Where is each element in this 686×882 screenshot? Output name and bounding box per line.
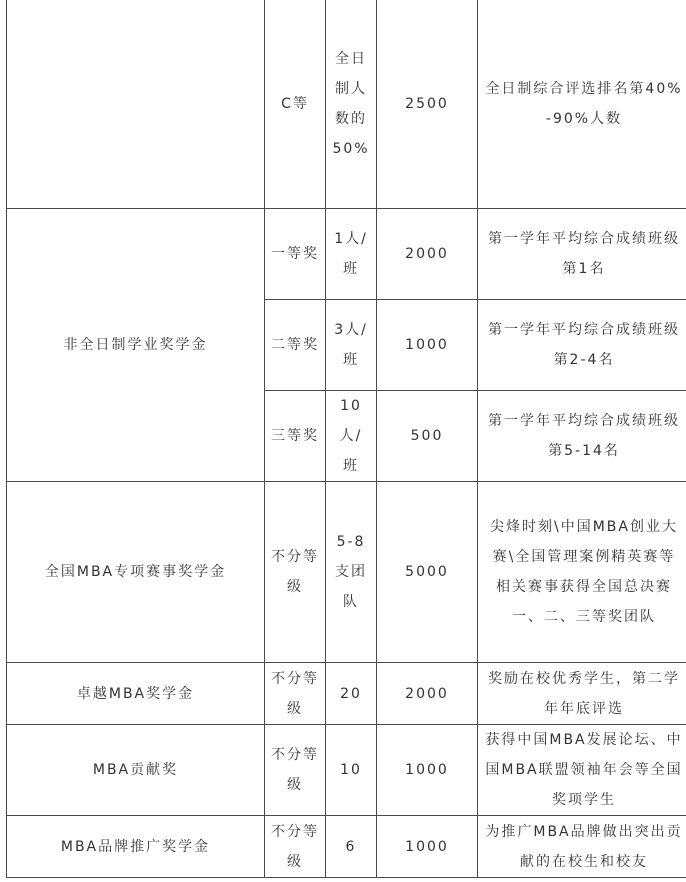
- amount-cell: 500: [377, 391, 478, 482]
- quota-cell: 5-8支团队: [326, 482, 377, 663]
- award-level-cell: 一等奖: [265, 209, 326, 300]
- criteria-cell: 第一学年平均综合成绩班级第5-14名: [478, 391, 686, 482]
- criteria-cell: 第一学年平均综合成绩班级第1名: [478, 209, 686, 300]
- amount-cell: 2000: [377, 209, 478, 300]
- amount-cell: 1000: [377, 816, 478, 878]
- criteria-cell: 为推广MBA品牌做出突出贡献的在校生和校友: [478, 816, 686, 878]
- table-row: [7, 0, 686, 209]
- table-row: [7, 209, 686, 300]
- table-row: [7, 816, 686, 878]
- amount-cell: 5000: [377, 482, 478, 663]
- quota-cell: 6: [326, 816, 377, 878]
- quota-cell: 1人/班: [326, 209, 377, 300]
- quota-cell: 10: [326, 725, 377, 816]
- table-row: [7, 482, 686, 663]
- award-level-cell: 不分等级: [265, 816, 326, 878]
- scholarship-name-cell: 卓越MBA奖学金: [7, 663, 265, 725]
- amount-cell: 1000: [377, 725, 478, 816]
- quota-cell: 全日制人数的50%: [326, 0, 377, 209]
- table-row: [7, 663, 686, 725]
- award-level-cell: 二等奖: [265, 300, 326, 391]
- amount-cell: 2000: [377, 663, 478, 725]
- award-level-cell: 不分等级: [265, 663, 326, 725]
- scholarship-name-cell: MBA品牌推广奖学金: [7, 816, 265, 878]
- table-row: [7, 725, 686, 816]
- scholarship-table: [6, 0, 686, 878]
- criteria-cell: 全日制综合评选排名第40%-90%人数: [478, 0, 686, 209]
- award-level-cell: C等: [265, 0, 326, 209]
- award-level-cell: 不分等级: [265, 482, 326, 663]
- criteria-cell: 获得中国MBA发展论坛、中国MBA联盟领袖年会等全国奖项学生: [478, 725, 686, 816]
- scholarship-name-cell: MBA贡献奖: [7, 725, 265, 816]
- scholarship-name-cell: 非全日制学业奖学金: [7, 209, 265, 482]
- scholarship-name-cell: [7, 0, 265, 209]
- award-level-cell: 三等奖: [265, 391, 326, 482]
- quota-cell: 20: [326, 663, 377, 725]
- criteria-cell: 尖烽时刻\中国MBA创业大赛\全国管理案例精英赛等 相关赛事获得全国总决赛一、二、三等奖团队: [478, 482, 686, 663]
- award-level-cell: 不分等级: [265, 725, 326, 816]
- quota-cell: 10人/班: [326, 391, 377, 482]
- amount-cell: 2500: [377, 0, 478, 209]
- amount-cell: 1000: [377, 300, 478, 391]
- scholarship-name-cell: 全国MBA专项赛事奖学金: [7, 482, 265, 663]
- criteria-cell: 奖励在校优秀学生，第二学年年底评选: [478, 663, 686, 725]
- criteria-cell: 第一学年平均综合成绩班级第2-4名: [478, 300, 686, 391]
- quota-cell: 3人/班: [326, 300, 377, 391]
